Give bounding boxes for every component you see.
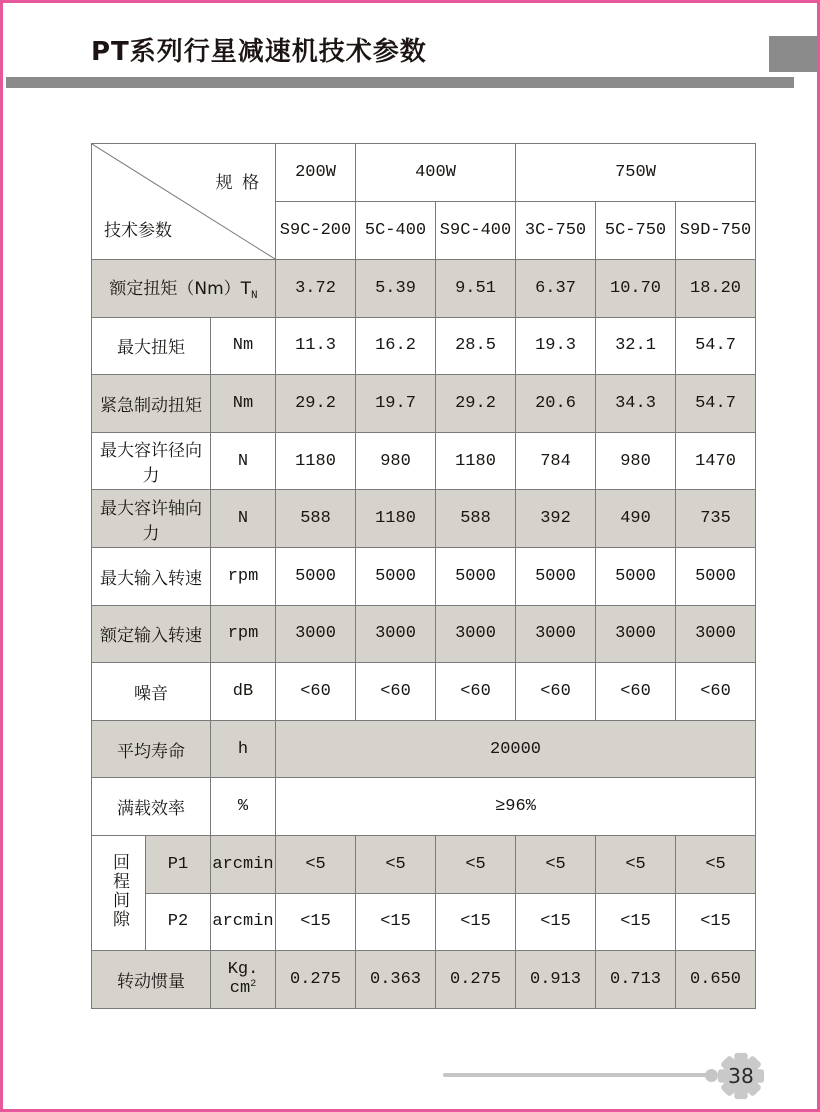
power-group-200w: 200W (276, 144, 356, 202)
cell-value: <15 (676, 893, 756, 951)
cell-value: 980 (596, 432, 676, 490)
cell-value: <5 (676, 835, 756, 893)
cell-value: <15 (276, 893, 356, 951)
table-row-max-radial-force (92, 432, 756, 490)
cell-value: 28.5 (436, 317, 516, 375)
cell-value: 588 (436, 490, 516, 548)
row-label: 转动惯量 (92, 951, 211, 1009)
row-label: 最大容许径向力 (92, 432, 211, 490)
row-unit: h (211, 720, 276, 778)
cell-value: <15 (596, 893, 676, 951)
backlash-group-label: 回程间隙 (92, 835, 146, 950)
row-unit: N (211, 490, 276, 548)
cell-value: 16.2 (356, 317, 436, 375)
cell-value: 29.2 (276, 375, 356, 433)
cell-value: <5 (356, 835, 436, 893)
table-row-backlash-p2 (92, 893, 756, 951)
power-group-400w: 400W (356, 144, 516, 202)
cell-value: 5.39 (356, 260, 436, 318)
cell-value: 5000 (596, 547, 676, 605)
row-label: 噪音 (92, 663, 211, 721)
row-label: 额定扭矩$(Nm)T_N$ (92, 260, 276, 318)
cell-value: <60 (356, 663, 436, 721)
cell-value: 3000 (436, 605, 516, 663)
cell-value: 3000 (676, 605, 756, 663)
table-row-backlash-p1 (92, 835, 756, 893)
cell-value: 20.6 (516, 375, 596, 433)
cell-value: 34.3 (596, 375, 676, 433)
cell-value: 588 (276, 490, 356, 548)
cell-value: 735 (676, 490, 756, 548)
cell-value: <60 (516, 663, 596, 721)
cell-value: <15 (516, 893, 596, 951)
cell-value: 5000 (276, 547, 356, 605)
cell-value: 3000 (356, 605, 436, 663)
cell-value: 1180 (436, 432, 516, 490)
row-label: 额定输入转速 (92, 605, 211, 663)
cell-value: 0.913 (516, 951, 596, 1009)
table-row-rated-input-speed (92, 605, 756, 663)
power-group-750w: 750W (516, 144, 756, 202)
cell-value: <5 (596, 835, 676, 893)
cell-value: 490 (596, 490, 676, 548)
cell-value: <60 (596, 663, 676, 721)
model-header: 5C-750 (596, 202, 676, 260)
cell-value: 0.275 (276, 951, 356, 1009)
cell-value: 54.7 (676, 375, 756, 433)
page-number: 38 (728, 1064, 754, 1088)
table-row-rated-torque (92, 260, 756, 318)
header-divider-bar (6, 77, 794, 88)
cell-value: 392 (516, 490, 596, 548)
cell-value: 5000 (356, 547, 436, 605)
cell-value: 3000 (276, 605, 356, 663)
cell-value: 6.37 (516, 260, 596, 318)
cell-value: 9.51 (436, 260, 516, 318)
cell-value: 3.72 (276, 260, 356, 318)
row-unit: Kg. $cm^2$ (211, 951, 276, 1009)
table-row-emergency-brake-torque (92, 375, 756, 433)
row-unit: Nm (211, 317, 276, 375)
cell-value: <15 (436, 893, 516, 951)
page-title: PT系列行星减速机技术参数 (91, 37, 427, 67)
subscript: N (251, 290, 258, 303)
cell-value: 3000 (516, 605, 596, 663)
cell-value-merged: ≥96% (276, 778, 756, 836)
cell-value: 0.275 (436, 951, 516, 1009)
cell-value: 29.2 (436, 375, 516, 433)
row-unit: dB (211, 663, 276, 721)
cell-value: 19.3 (516, 317, 596, 375)
footer-rule-line (443, 1073, 711, 1077)
corner-label-params: 技术参数 (104, 221, 172, 241)
cell-value: 980 (356, 432, 436, 490)
row-unit: arcmin (211, 835, 276, 893)
cell-value: 1180 (276, 432, 356, 490)
cell-value: <5 (516, 835, 596, 893)
superscript: 2 (250, 979, 257, 991)
cell-value: 1470 (676, 432, 756, 490)
model-header: 5C-400 (356, 202, 436, 260)
row-unit: N (211, 432, 276, 490)
cell-value: 3000 (596, 605, 676, 663)
header-accent-square (769, 36, 820, 72)
table-row-noise (92, 663, 756, 721)
cell-value: 32.1 (596, 317, 676, 375)
cell-value: 11.3 (276, 317, 356, 375)
row-label: 满载效率 (92, 778, 211, 836)
row-unit: rpm (211, 547, 276, 605)
cell-value: 0.363 (356, 951, 436, 1009)
row-label: P2 (146, 893, 211, 951)
row-unit: Nm (211, 375, 276, 433)
cell-value: <60 (436, 663, 516, 721)
table-row-full-load-efficiency (92, 778, 756, 836)
table-row-max-input-speed (92, 547, 756, 605)
row-unit: rpm (211, 605, 276, 663)
corner-header-cell (92, 144, 276, 260)
cell-value: 784 (516, 432, 596, 490)
cell-value: 54.7 (676, 317, 756, 375)
cell-value: <15 (356, 893, 436, 951)
cell-value: <60 (276, 663, 356, 721)
cell-value: 18.20 (676, 260, 756, 318)
gear-icon (716, 1051, 766, 1101)
model-header: S9C-400 (436, 202, 516, 260)
cell-value: 5000 (516, 547, 596, 605)
table-row-max-axial-force (92, 490, 756, 548)
table-row-max-torque (92, 317, 756, 375)
table-row-rotary-inertia (92, 951, 756, 1009)
row-label: 最大容许轴向力 (92, 490, 211, 548)
model-header: 3C-750 (516, 202, 596, 260)
row-label: 平均寿命 (92, 720, 211, 778)
cell-value: 0.650 (676, 951, 756, 1009)
cell-value: 0.713 (596, 951, 676, 1009)
cell-value: <5 (276, 835, 356, 893)
row-label: 最大扭矩 (92, 317, 211, 375)
row-label: 紧急制动扭矩 (92, 375, 211, 433)
row-label: 最大输入转速 (92, 547, 211, 605)
cell-value: 5000 (676, 547, 756, 605)
row-label: P1 (146, 835, 211, 893)
cell-value-merged: 20000 (276, 720, 756, 778)
cell-value: 19.7 (356, 375, 436, 433)
cell-value: <5 (436, 835, 516, 893)
cell-value: 10.70 (596, 260, 676, 318)
model-header: S9D-750 (676, 202, 756, 260)
table-row-average-life (92, 720, 756, 778)
cell-value: <60 (676, 663, 756, 721)
corner-label-spec: 规 格 (215, 173, 262, 193)
header-row-power (92, 144, 756, 202)
spec-table (91, 143, 756, 1009)
model-header: S9C-200 (276, 202, 356, 260)
row-unit: % (211, 778, 276, 836)
cell-value: 5000 (436, 547, 516, 605)
diagonal-line (92, 144, 275, 259)
cell-value: 1180 (356, 490, 436, 548)
row-unit: arcmin (211, 893, 276, 951)
